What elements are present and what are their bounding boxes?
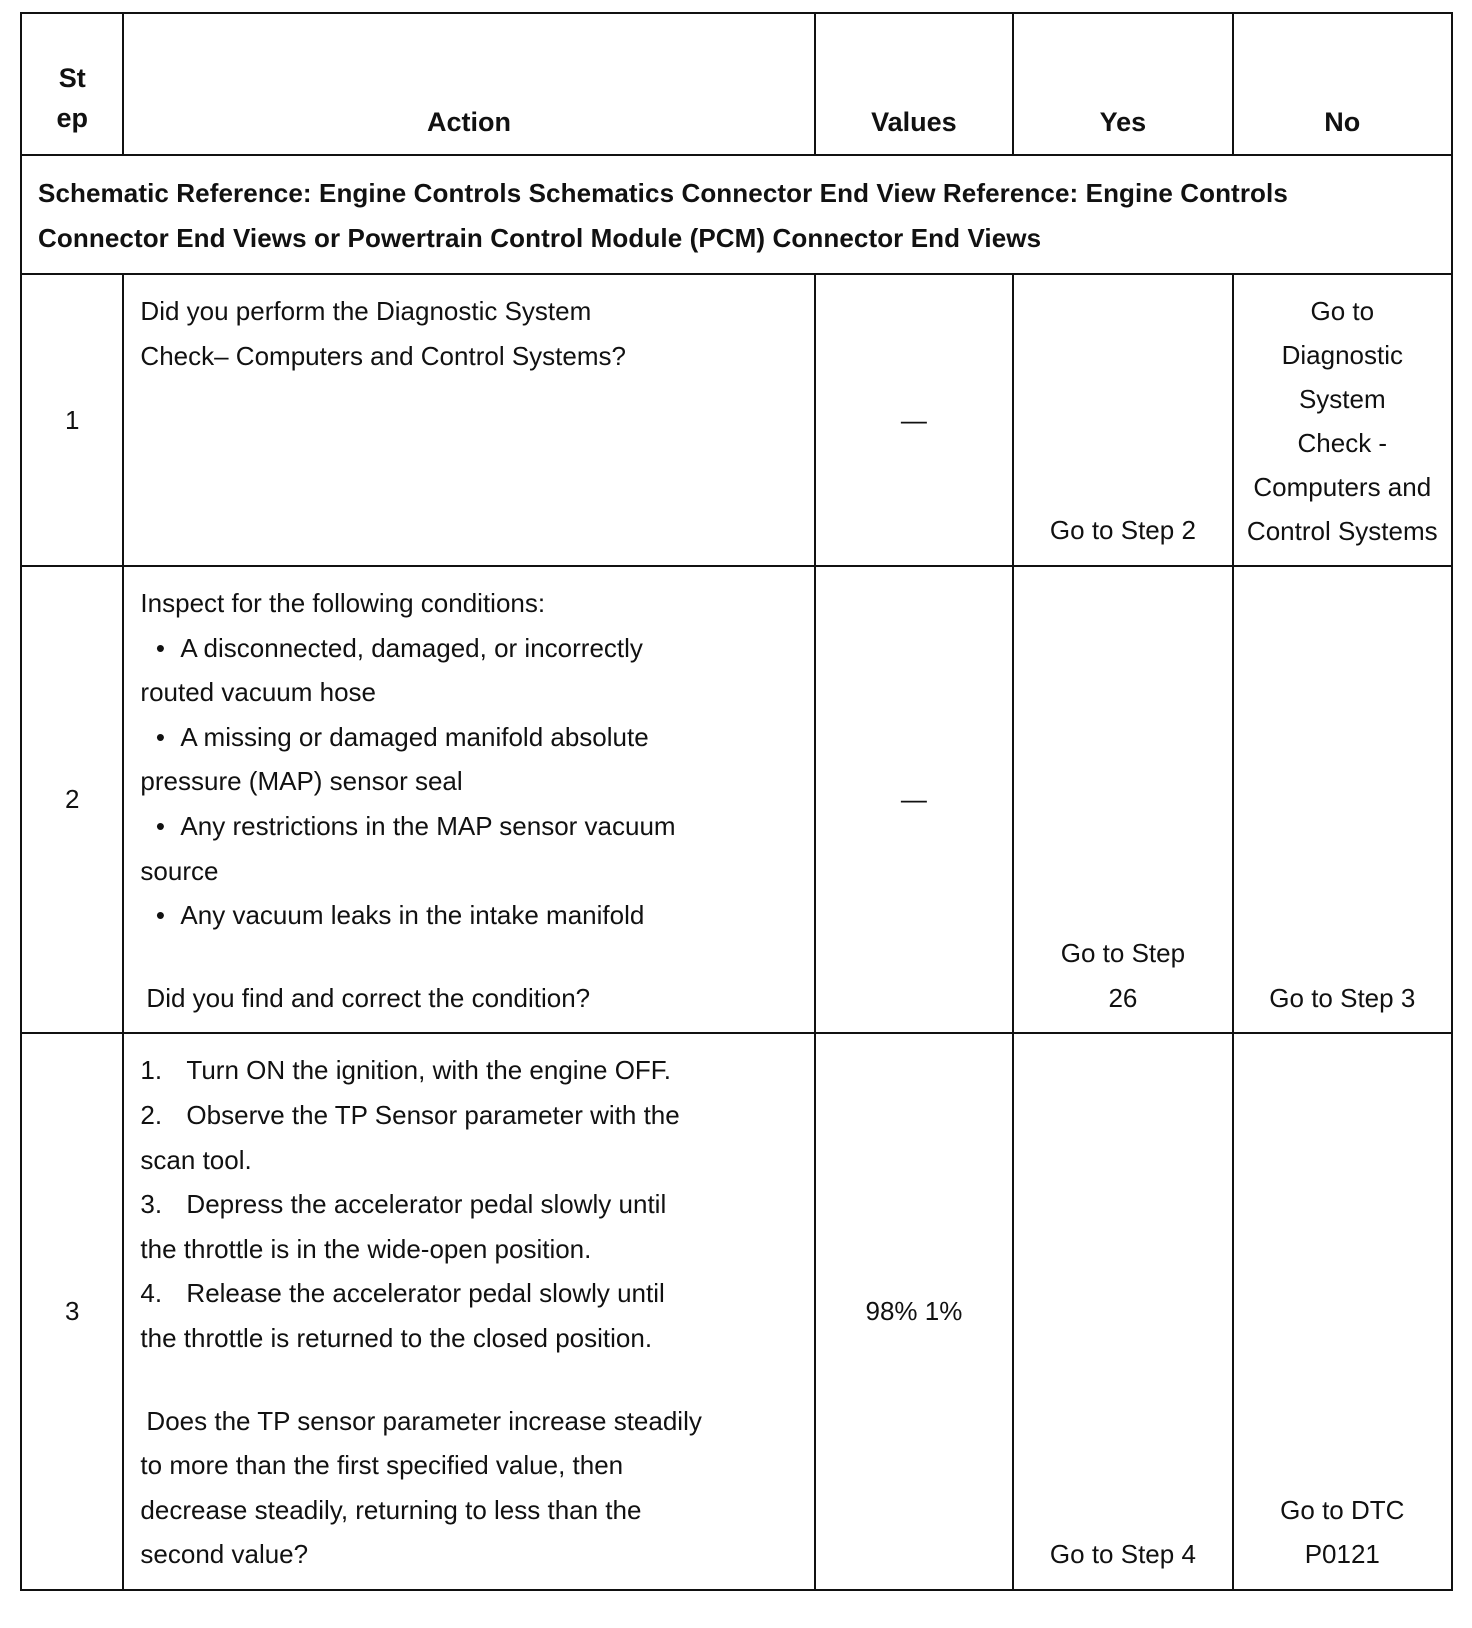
table-row bbox=[21, 274, 1452, 566]
yes-link[interactable]: Go to Step 4 bbox=[1049, 1539, 1196, 1570]
yes-link[interactable]: Go to Step 26 bbox=[1060, 938, 1186, 1013]
header-step: St ep bbox=[21, 13, 123, 155]
bullet-item: • Any vacuum leaks in the intake manifold bbox=[155, 900, 645, 931]
yes-link[interactable]: Go to Step 2 bbox=[1049, 515, 1196, 546]
numbered-step: 3. Depress the accelerator pedal slowly until bbox=[140, 1189, 667, 1220]
action-cell: Inspect for the following conditions: • A disconnected, damaged, or incorrectly routed vacuum hose • A missing or damaged manifold absolute pressure (MAP) sensor seal • Any restrictions in the MAP sensor vacuum source • Any vacuum leaks in the intake manifold Did you find and correct the condition? bbox=[123, 566, 814, 1033]
yes-cell bbox=[1013, 274, 1232, 566]
question: Does the TP sensor parameter increase steadily bbox=[146, 1405, 702, 1436]
diagnostic-table bbox=[20, 12, 1453, 1591]
table-row bbox=[21, 1033, 1452, 1590]
numbered-step: 2. Observe the TP Sensor parameter with the bbox=[140, 1099, 680, 1130]
values-cell: — bbox=[815, 274, 1014, 566]
no-link[interactable]: Go to DTC P0121 bbox=[1280, 1494, 1405, 1570]
step-number: 3 bbox=[21, 1033, 123, 1590]
numbered-step: 4. Release the accelerator pedal slowly until bbox=[140, 1278, 665, 1309]
header-action: Action bbox=[123, 13, 814, 155]
no-link[interactable]: Go to Step 3 bbox=[1269, 982, 1416, 1013]
step-number: 2 bbox=[21, 566, 123, 1033]
values-cell: — bbox=[815, 566, 1014, 1033]
no-link[interactable]: Go to Diagnostic System Check - Computers and Control Systems bbox=[1246, 296, 1438, 546]
header-yes: Yes bbox=[1013, 13, 1232, 155]
schematic-reference: Schematic Reference: Engine Controls Schematics Connector End View Reference: Engine Controls Connector End Views or Powertrain Control Module (PCM) Connector End Views bbox=[21, 155, 1452, 274]
numbered-step: 1. Turn ON the ignition, with the engine OFF. bbox=[140, 1055, 672, 1086]
step-number: 1 bbox=[21, 274, 123, 566]
table-row bbox=[21, 566, 1452, 1033]
header-row bbox=[21, 13, 1452, 155]
bullet-item: • Any restrictions in the MAP sensor vacuum bbox=[155, 810, 676, 841]
no-cell bbox=[1233, 274, 1452, 566]
header-no: No bbox=[1233, 13, 1452, 155]
schematic-row bbox=[21, 155, 1452, 274]
question: Did you find and correct the condition? bbox=[146, 982, 591, 1013]
header-values: Values bbox=[815, 13, 1014, 155]
yes-cell bbox=[1013, 566, 1232, 1033]
no-cell bbox=[1233, 566, 1452, 1033]
values-cell: 98% 1% bbox=[815, 1033, 1014, 1590]
bullet-item: • A missing or damaged manifold absolute bbox=[155, 721, 649, 752]
action-cell: Did you perform the Diagnostic System Check– Computers and Control Systems? bbox=[123, 274, 814, 566]
action-cell: 1. Turn ON the ignition, with the engine OFF. 2. Observe the TP Sensor parameter with the scan tool. 3. Depress the accelerator pedal slowly until the throttle is in the wide-open position. 4. Release the accelerator pedal slowly until the throttle is returned to the closed position. Does the TP sensor parameter increase steadily to more than the first specified value, then decrease steadily, returning to less than the second value? bbox=[123, 1033, 814, 1590]
bullet-item: • A disconnected, damaged, or incorrectly bbox=[155, 632, 643, 663]
no-cell bbox=[1233, 1033, 1452, 1590]
yes-cell bbox=[1013, 1033, 1232, 1590]
